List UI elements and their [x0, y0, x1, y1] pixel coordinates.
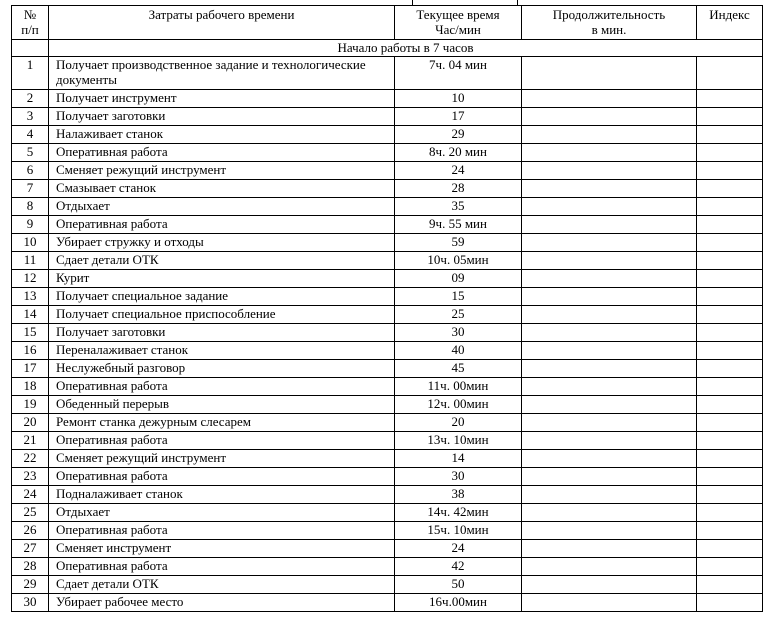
row-operation: Сдает детали ОТК — [49, 252, 395, 270]
table-row — [12, 432, 763, 450]
row-operation: Сдает детали ОТК — [49, 576, 395, 594]
row-operation: Получает заготовки — [49, 324, 395, 342]
row-operation: Получает инструмент — [49, 90, 395, 108]
table-row — [12, 486, 763, 504]
row-duration — [522, 342, 697, 360]
table-row — [12, 270, 763, 288]
table-row — [12, 378, 763, 396]
row-duration — [522, 378, 697, 396]
row-duration — [522, 558, 697, 576]
row-index — [697, 108, 763, 126]
row-operation: Отдыхает — [49, 504, 395, 522]
row-current-time: 50 — [395, 576, 522, 594]
row-number: 27 — [12, 540, 49, 558]
table-row — [12, 126, 763, 144]
table-row — [12, 504, 763, 522]
row-current-time: 45 — [395, 360, 522, 378]
row-number: 9 — [12, 216, 49, 234]
row-number: 17 — [12, 360, 49, 378]
table-row — [12, 90, 763, 108]
table-header — [12, 6, 763, 40]
row-current-time: 38 — [395, 486, 522, 504]
row-current-time: 24 — [395, 540, 522, 558]
table-row — [12, 468, 763, 486]
row-index — [697, 414, 763, 432]
row-index — [697, 396, 763, 414]
row-duration — [522, 576, 697, 594]
row-current-time: 42 — [395, 558, 522, 576]
row-number: 3 — [12, 108, 49, 126]
row-number: 24 — [12, 486, 49, 504]
row-index — [697, 288, 763, 306]
row-index — [697, 57, 763, 90]
table-row — [12, 360, 763, 378]
row-duration — [522, 144, 697, 162]
row-duration — [522, 216, 697, 234]
row-duration — [522, 414, 697, 432]
row-operation: Убирает стружку и отходы — [49, 234, 395, 252]
row-operation: Получает специальное задание — [49, 288, 395, 306]
row-number: 7 — [12, 180, 49, 198]
header-operation: Затраты рабочего времени — [49, 6, 395, 40]
header-current-time: Текущее время Час/мин — [395, 6, 522, 40]
table-row — [12, 216, 763, 234]
row-number: 8 — [12, 198, 49, 216]
row-number: 4 — [12, 126, 49, 144]
row-index — [697, 180, 763, 198]
row-index — [697, 504, 763, 522]
table-row — [12, 108, 763, 126]
row-index — [697, 540, 763, 558]
row-duration — [522, 198, 697, 216]
row-number: 26 — [12, 522, 49, 540]
table-row — [12, 252, 763, 270]
row-index — [697, 198, 763, 216]
row-operation: Сменяет режущий инструмент — [49, 450, 395, 468]
row-number: 15 — [12, 324, 49, 342]
row-duration — [522, 324, 697, 342]
table-row — [12, 180, 763, 198]
row-operation: Переналаживает станок — [49, 342, 395, 360]
header-duration: Продолжительность в мин. — [522, 6, 697, 40]
table-row — [12, 558, 763, 576]
row-operation: Оперативная работа — [49, 378, 395, 396]
section-row — [12, 40, 763, 57]
table-row — [12, 396, 763, 414]
table-row — [12, 198, 763, 216]
row-current-time: 15ч. 10мин — [395, 522, 522, 540]
row-current-time: 9ч. 55 мин — [395, 216, 522, 234]
row-operation: Оперативная работа — [49, 144, 395, 162]
row-current-time: 25 — [395, 306, 522, 324]
row-index — [697, 594, 763, 612]
row-current-time: 20 — [395, 414, 522, 432]
row-operation: Оперативная работа — [49, 432, 395, 450]
table-row — [12, 324, 763, 342]
row-current-time: 09 — [395, 270, 522, 288]
row-number: 12 — [12, 270, 49, 288]
row-current-time: 10 — [395, 90, 522, 108]
row-duration — [522, 90, 697, 108]
row-index — [697, 360, 763, 378]
row-operation: Убирает рабочее место — [49, 594, 395, 612]
row-current-time: 30 — [395, 324, 522, 342]
row-number: 14 — [12, 306, 49, 324]
row-duration — [522, 594, 697, 612]
section-title: Начало работы в 7 часов — [49, 40, 763, 57]
row-duration — [522, 126, 697, 144]
row-number: 20 — [12, 414, 49, 432]
row-current-time: 13ч. 10мин — [395, 432, 522, 450]
row-duration — [522, 57, 697, 90]
row-duration — [522, 108, 697, 126]
row-duration — [522, 396, 697, 414]
row-number: 5 — [12, 144, 49, 162]
table-row — [12, 342, 763, 360]
table-row — [12, 450, 763, 468]
table-row — [12, 162, 763, 180]
section-spacer — [12, 40, 49, 57]
row-operation: Ремонт станка дежурным слесарем — [49, 414, 395, 432]
work-time-table — [11, 5, 763, 612]
table-row — [12, 414, 763, 432]
table-row — [12, 57, 763, 90]
row-current-time: 11ч. 00мин — [395, 378, 522, 396]
row-current-time: 17 — [395, 108, 522, 126]
header-num: № п/п — [12, 6, 49, 40]
row-duration — [522, 162, 697, 180]
row-index — [697, 252, 763, 270]
row-index — [697, 486, 763, 504]
row-duration — [522, 486, 697, 504]
row-number: 28 — [12, 558, 49, 576]
row-duration — [522, 288, 697, 306]
row-current-time: 24 — [395, 162, 522, 180]
row-current-time: 29 — [395, 126, 522, 144]
row-operation: Сменяет инструмент — [49, 540, 395, 558]
row-operation: Неслужебный разговор — [49, 360, 395, 378]
table-body — [12, 40, 763, 612]
row-operation: Оперативная работа — [49, 216, 395, 234]
row-index — [697, 468, 763, 486]
row-number: 22 — [12, 450, 49, 468]
row-operation: Обеденный перерыв — [49, 396, 395, 414]
row-duration — [522, 252, 697, 270]
row-index — [697, 522, 763, 540]
row-current-time: 7ч. 04 мин — [395, 57, 522, 90]
row-index — [697, 234, 763, 252]
row-index — [697, 270, 763, 288]
row-duration — [522, 522, 697, 540]
row-number: 23 — [12, 468, 49, 486]
table-row — [12, 144, 763, 162]
row-index — [697, 342, 763, 360]
row-duration — [522, 540, 697, 558]
row-operation: Получает специальное приспособление — [49, 306, 395, 324]
row-duration — [522, 432, 697, 450]
row-current-time: 10ч. 05мин — [395, 252, 522, 270]
row-number: 18 — [12, 378, 49, 396]
row-operation: Налаживает станок — [49, 126, 395, 144]
row-current-time: 30 — [395, 468, 522, 486]
row-duration — [522, 468, 697, 486]
table-row — [12, 594, 763, 612]
row-current-time: 28 — [395, 180, 522, 198]
row-number: 21 — [12, 432, 49, 450]
table-row — [12, 522, 763, 540]
row-index — [697, 162, 763, 180]
row-index — [697, 558, 763, 576]
row-operation: Курит — [49, 270, 395, 288]
row-index — [697, 144, 763, 162]
row-duration — [522, 360, 697, 378]
row-index — [697, 90, 763, 108]
row-current-time: 14 — [395, 450, 522, 468]
row-duration — [522, 450, 697, 468]
row-index — [697, 378, 763, 396]
row-number: 30 — [12, 594, 49, 612]
row-current-time: 16ч.00мин — [395, 594, 522, 612]
row-operation: Оперативная работа — [49, 468, 395, 486]
table-row — [12, 306, 763, 324]
row-current-time: 14ч. 42мин — [395, 504, 522, 522]
row-number: 19 — [12, 396, 49, 414]
row-current-time: 15 — [395, 288, 522, 306]
row-operation: Подналаживает станок — [49, 486, 395, 504]
row-current-time: 40 — [395, 342, 522, 360]
row-duration — [522, 270, 697, 288]
row-number: 16 — [12, 342, 49, 360]
row-operation: Получает производственное задание и технологические документы — [49, 57, 395, 90]
row-current-time: 8ч. 20 мин — [395, 144, 522, 162]
row-number: 2 — [12, 90, 49, 108]
row-index — [697, 324, 763, 342]
row-operation: Оперативная работа — [49, 522, 395, 540]
row-number: 13 — [12, 288, 49, 306]
table-row — [12, 576, 763, 594]
row-operation: Получает заготовки — [49, 108, 395, 126]
row-index — [697, 432, 763, 450]
row-number: 6 — [12, 162, 49, 180]
row-index — [697, 576, 763, 594]
row-number: 25 — [12, 504, 49, 522]
row-number: 11 — [12, 252, 49, 270]
table-row — [12, 540, 763, 558]
row-duration — [522, 180, 697, 198]
row-operation: Сменяет режущий инструмент — [49, 162, 395, 180]
row-index — [697, 216, 763, 234]
row-operation: Оперативная работа — [49, 558, 395, 576]
row-number: 10 — [12, 234, 49, 252]
table-row — [12, 288, 763, 306]
row-operation: Отдыхает — [49, 198, 395, 216]
row-current-time: 12ч. 00мин — [395, 396, 522, 414]
header-index: Индекс — [697, 6, 763, 40]
row-index — [697, 450, 763, 468]
row-duration — [522, 234, 697, 252]
row-duration — [522, 306, 697, 324]
table-row — [12, 234, 763, 252]
row-current-time: 59 — [395, 234, 522, 252]
row-index — [697, 126, 763, 144]
row-number: 29 — [12, 576, 49, 594]
row-duration — [522, 504, 697, 522]
row-index — [697, 306, 763, 324]
row-operation: Смазывает станок — [49, 180, 395, 198]
row-number: 1 — [12, 57, 49, 90]
row-current-time: 35 — [395, 198, 522, 216]
